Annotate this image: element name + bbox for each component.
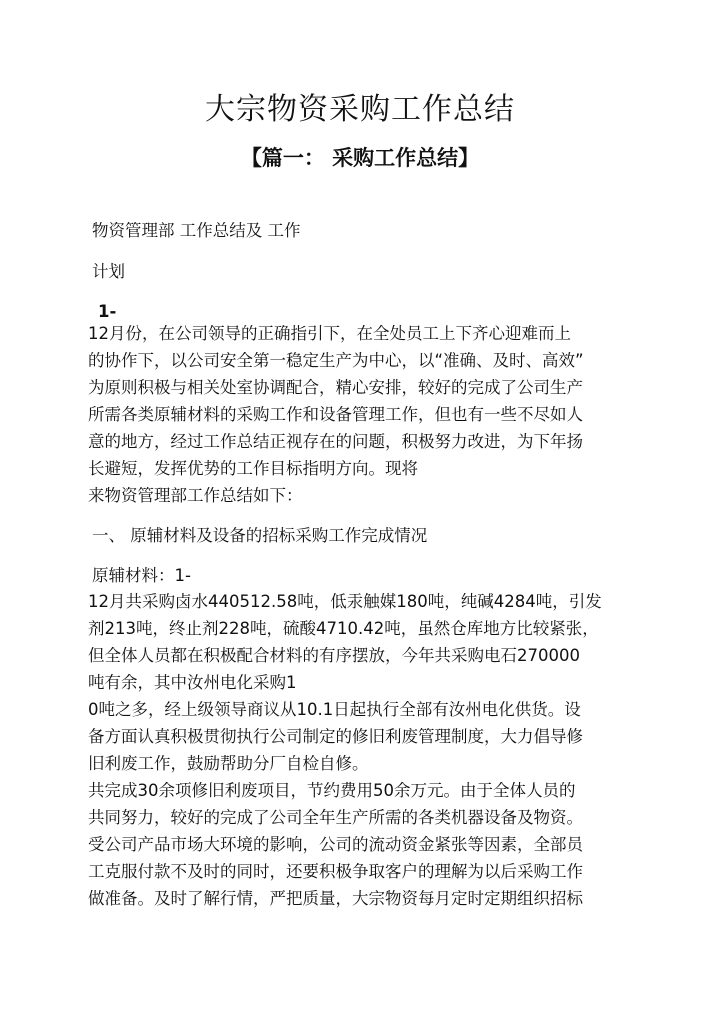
paragraph-line: 来物资管理部工作总结如下： [88, 486, 303, 505]
paragraph-line: 工克服付款不及时的同时，还要积极争取客户的理解为以后采购工作 [88, 862, 583, 881]
paragraph-line: 长避短，发挥优势的工作目标指明方向。现将 [88, 459, 418, 478]
document-title: 大宗物资采购工作总结 [205, 92, 515, 127]
section-label: 原辅材料：1- [92, 566, 191, 585]
paragraph-line: 0吨之多，经上级领导商议从10.1日起执行全部有汝州电化供货。设 [88, 700, 581, 719]
paragraph-line: 旧利废工作，鼓励帮助分厂自检自修。 [88, 754, 369, 773]
paragraph-number: 1- [98, 302, 117, 321]
paragraph-line: 吨有余，其中汝州电化采购1 [88, 673, 297, 692]
paragraph-line: 12月共采购卤水440512.58吨，低汞触媒180吨，纯碱4284吨，引发 [88, 592, 602, 611]
heading-line-2: 计划 [92, 262, 125, 281]
paragraph-line: 受公司产品市场大环境的影响，公司的流动资金紧张等因素，全部员 [88, 835, 583, 854]
paragraph-line: 的协作下，以公司安全第一稳定生产为中心，以“准确、及时、高效” [88, 351, 584, 370]
paragraph-line: 所需各类原辅材料的采购工作和设备管理工作，但也有一些不尽如人 [88, 405, 583, 424]
paragraph-line: 备方面认真积极贯彻执行公司制定的修旧利废管理制度，大力倡导修 [88, 727, 583, 746]
paragraph-line: 12月份，在公司领导的正确指引下，在全处员工上下齐心迎难而上 [88, 324, 571, 343]
heading-line-1: 物资管理部 工作总结及 工作 [92, 221, 301, 240]
paragraph-line: 为原则积极与相关处室协调配合，精心安排，较好的完成了公司生产 [88, 378, 583, 397]
paragraph-line: 做准备。及时了解行情，严把质量，大宗物资每月定时定期组织招标 [88, 889, 583, 908]
paragraph-line: 共完成30余项修旧利废项目，节约费用50余万元。由于全体人员的 [88, 781, 576, 800]
document-subtitle: 【篇一： 采购工作总结】 [240, 146, 480, 170]
paragraph-line: 意的地方，经过工作总结正视存在的问题，积极努力改进，为下年扬 [88, 432, 583, 451]
section-heading: 一、 原辅材料及设备的招标采购工作完成情况 [92, 526, 428, 545]
paragraph-line: 但全体人员都在积极配合材料的有序摆放，今年共采购电石270000 [88, 646, 580, 665]
paragraph-line: 共同努力，较好的完成了公司全年生产所需的各类机器设备及物资。 [88, 808, 583, 827]
paragraph-line: 剂213吨，终止剂228吨，硫酸4710.42吨，虽然仓库地方比较紧张， [88, 619, 599, 638]
